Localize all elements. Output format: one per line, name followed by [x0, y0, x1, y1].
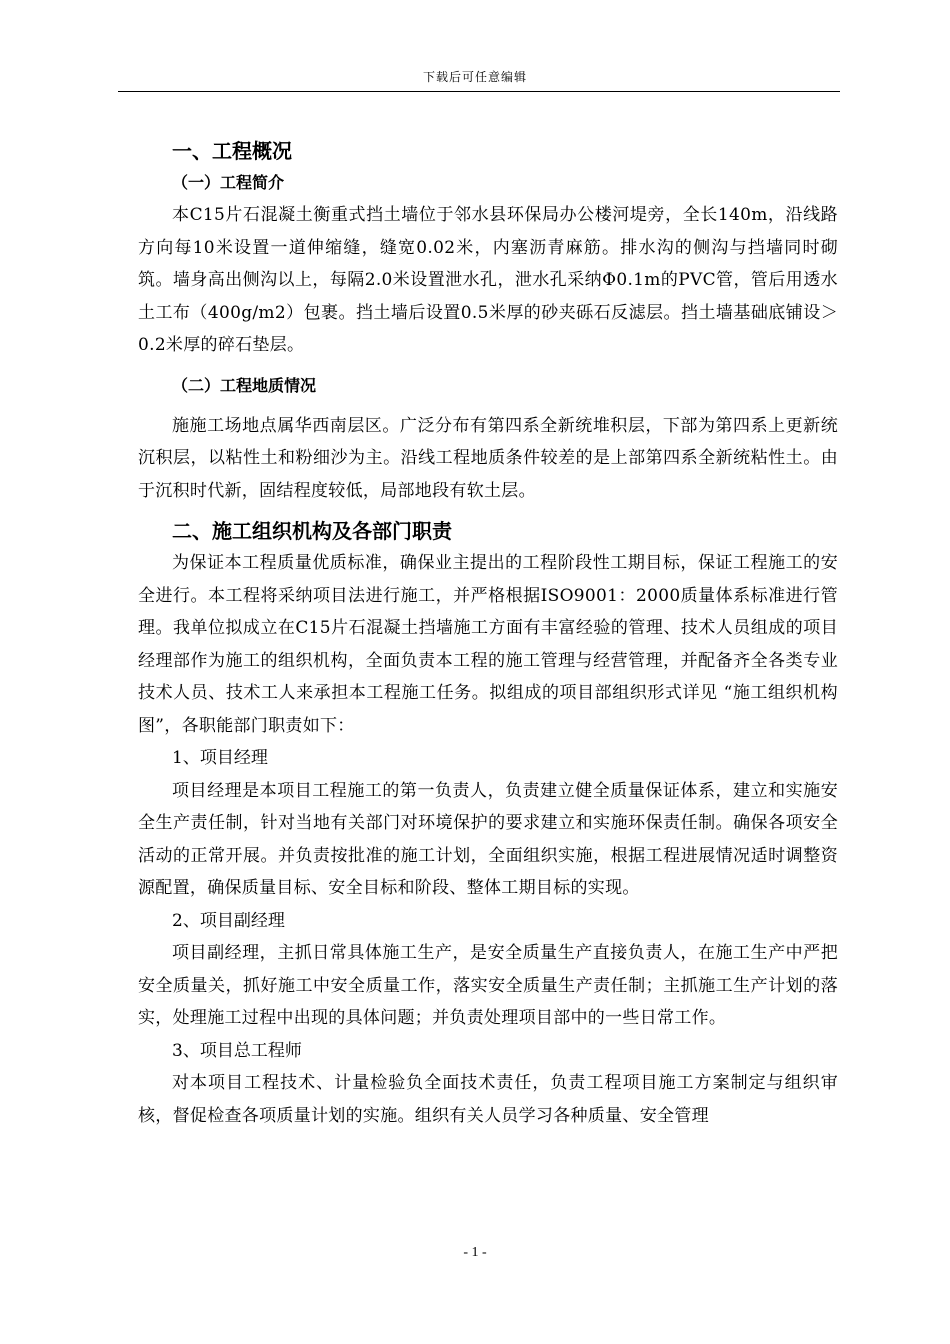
role-text-chief-engineer: 对本项目工程技术、计量检验负全面技术责任，负责工程项目施工方案制定与组织审核，督促检查各项质量计划的实施。组织有关人员学习各种质量、安全管理 — [138, 1073, 838, 1126]
role-text-project-manager: 项目经理是本项目工程施工的第一负责人，负责建立健全质量保证体系，建立和实施安全生产责任制，针对当地有关部门对环境保护的要求建立和实施环保责任制。确保各项安全活动的正常开展。并负责按批准的施工计划，全面组织实施，根据工程进展情况适时调整资源配置，确保质量目标、安全目标和阶段、整体工期目标的实现。 — [138, 780, 838, 898]
page-header: 下载后可任意编辑 — [422, 70, 527, 84]
role-label-deputy-manager: 2、项目副经理 — [172, 910, 285, 931]
paragraph-project-intro: 本C15片石混凝土衡重式挡土墙位于邻水县环保局办公楼河堤旁，全长140m，沿线路方向每10米设置一道伸缩缝，缝宽0.02米，内塞沥青麻筋。排水沟的侧沟与挡墙同时砌筑。墙身高出侧沟以上，每隔2.0米设置泄水孔，泄水孔采纳Φ0.1m的PVC管，管后用透水土工布（400g/m2）包裹。挡土墙后设置0.5米厚的砂夹砾石反滤层。挡土墙基础底铺设＞0.2米厚的碎石垫层。 — [138, 205, 838, 355]
role-label-chief-engineer: 3、项目总工程师 — [172, 1040, 302, 1061]
subsection-heading-intro: （一）工程简介 — [172, 173, 285, 192]
section-heading-organization: 二、施工组织机构及各部门职责 — [172, 519, 452, 543]
document-body — [138, 135, 838, 1132]
paragraph-organization: 为保证本工程质量优质标准，确保业主提出的工程阶段性工期目标，保证工程施工的安全进行。本工程将采纳项目法进行施工，并严格根据ISO9001：2000质量体系标准进行管理。我单位拟成立在C15片石混凝土挡墙施工方面有丰富经验的管理、技术人员组成的项目经理部作为施工的组织机构，全面负责本工程的施工管理与经营管理，并配备齐全各类专业技术人员、技术工人来承担本工程施工任务。拟组成的项目部组织形式详见 “施工组织机构图”，各职能部门职责如下： — [138, 553, 838, 736]
paragraph-geology: 施施工场地点属华西南层区。广泛分布有第四系全新统堆积层，下部为第四系上更新统沉积层，以粘性土和粉细沙为主。沿线工程地质条件较差的是上部第四系全新统粘性土。由于沉积时代新，固结程度较低，局部地段有软土层。 — [138, 415, 838, 501]
header-divider — [118, 91, 840, 92]
role-label-project-manager: 1、项目经理 — [172, 748, 268, 768]
role-text-deputy-manager: 项目副经理，主抓日常具体施工生产，是安全质量生产直接负责人，在施工生产中严把安全质量关，抓好施工中安全质量工作，落实安全质量生产责任制；主抓施工生产计划的落实，处理施工过程中出现的具体问题；并负责处理项目部中的一些日常工作。 — [138, 943, 838, 1028]
page-number: - 1 - — [463, 1245, 487, 1260]
section-heading-overview: 一、工程概况 — [172, 139, 292, 163]
subsection-heading-geology: （二）工程地质情况 — [172, 375, 317, 395]
